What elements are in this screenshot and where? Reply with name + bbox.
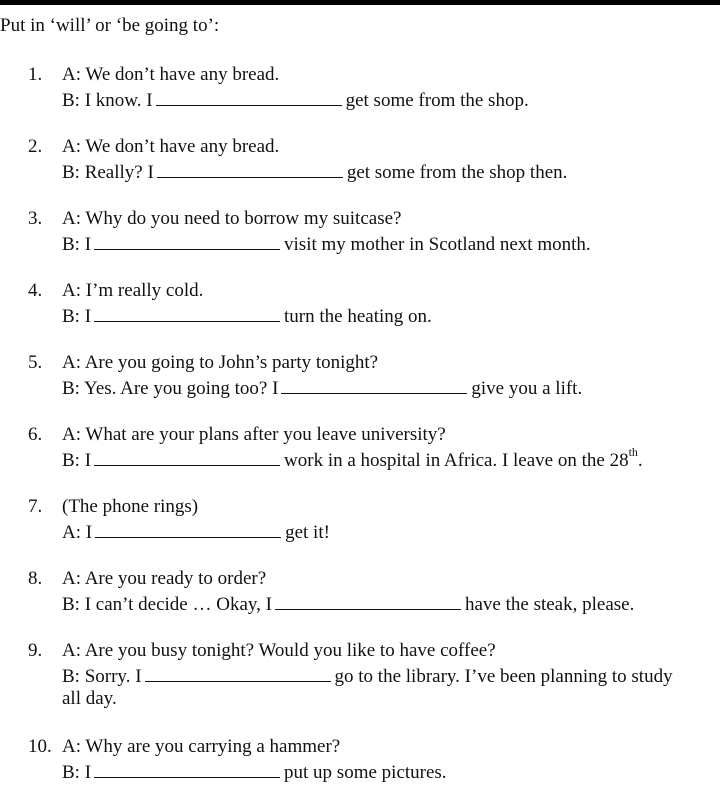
line-a: A: Are you going to John’s party tonight?	[62, 352, 379, 373]
item-number: 2.	[28, 136, 43, 157]
line-a: A: We don’t have any bread.	[62, 136, 280, 157]
answer-blank[interactable]	[157, 159, 343, 178]
ordinal-suffix: th	[628, 444, 638, 459]
answer-blank[interactable]	[281, 375, 467, 394]
line-a: A: Are you ready to order?	[62, 568, 267, 589]
item-number: 1.	[28, 64, 43, 85]
line-a: A: I’m really cold.	[62, 280, 204, 301]
top-border	[0, 0, 720, 5]
item-number: 5.	[28, 352, 43, 373]
item-number: 9.	[28, 640, 43, 661]
instruction-heading: Put in ‘will’ or ‘be going to’:	[0, 15, 220, 36]
answer-blank[interactable]	[156, 87, 342, 106]
line-b: B: I can’t decide … Okay, I have the steak, please.	[62, 591, 634, 617]
line-b: B: I know. I get some from the shop.	[62, 87, 529, 113]
line-b: B: I work in a hospital in Africa. I leave on the 28th.	[62, 444, 643, 471]
item-number: 6.	[28, 424, 43, 445]
line-a: A: Why do you need to borrow my suitcase?	[62, 208, 402, 229]
line-b: B: Yes. Are you going too? I give you a lift.	[62, 375, 582, 401]
line-a: (The phone rings)	[62, 496, 199, 517]
item-number: 7.	[28, 496, 43, 517]
line-b: B: Sorry. I go to the library. I’ve been planning to study	[62, 663, 673, 689]
answer-blank[interactable]	[94, 231, 280, 250]
line-c: all day.	[62, 688, 117, 709]
answer-blank[interactable]	[145, 663, 331, 682]
answer-blank[interactable]	[275, 591, 461, 610]
line-b: A: I get it!	[62, 519, 330, 545]
item-number: 10.	[28, 736, 52, 757]
item-number: 8.	[28, 568, 43, 589]
line-b: B: I visit my mother in Scotland next month.	[62, 231, 591, 257]
item-number: 4.	[28, 280, 43, 301]
answer-blank[interactable]	[94, 759, 280, 778]
line-b: B: I turn the heating on.	[62, 303, 432, 329]
line-b: B: I put up some pictures.	[62, 759, 447, 785]
answer-blank[interactable]	[94, 303, 280, 322]
answer-blank[interactable]	[94, 447, 280, 466]
line-a: A: We don’t have any bread.	[62, 64, 280, 85]
item-number: 3.	[28, 208, 43, 229]
line-a: A: What are your plans after you leave university?	[62, 424, 446, 445]
line-b: B: Really? I get some from the shop then.	[62, 159, 567, 185]
answer-blank[interactable]	[95, 519, 281, 538]
line-a: A: Are you busy tonight? Would you like to have coffee?	[62, 640, 496, 661]
line-a: A: Why are you carrying a hammer?	[62, 736, 341, 757]
